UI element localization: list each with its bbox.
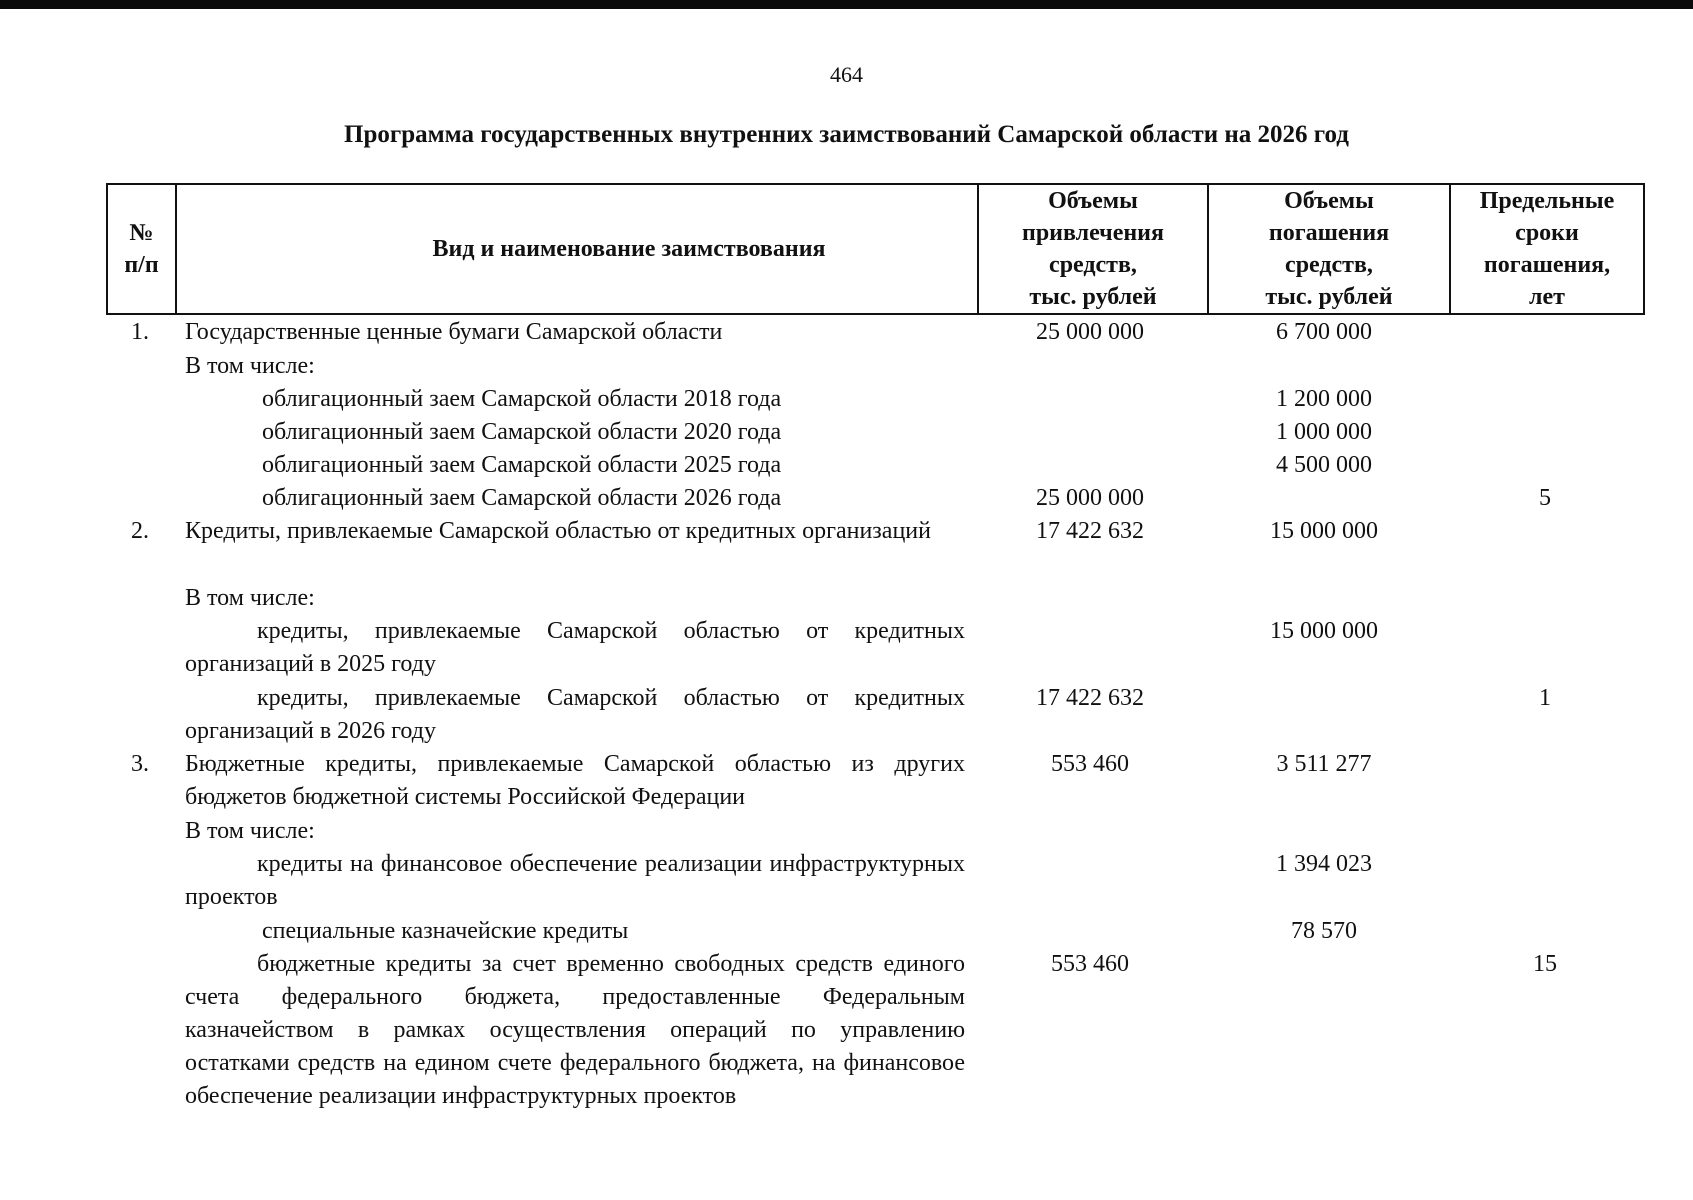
header-attract xyxy=(979,185,1207,313)
header-repay xyxy=(1209,185,1449,313)
header-num-line: п/п xyxy=(124,252,159,278)
header-term-line: сроки xyxy=(1515,220,1579,246)
row-attract: 17 422 632 xyxy=(1036,518,1144,544)
row-name: специальные казначейские кредиты xyxy=(262,918,629,944)
header-attract-line: тыс. рублей xyxy=(1029,284,1157,310)
header-term xyxy=(1451,185,1643,313)
header-repay-line: погашения xyxy=(1268,220,1390,246)
row-repay: 6 700 000 xyxy=(1276,319,1372,345)
row-repay: 78 570 xyxy=(1291,918,1357,944)
row-repay: 15 000 000 xyxy=(1270,518,1378,544)
row-attract: 17 422 632 xyxy=(1036,685,1144,711)
row-num: 1. xyxy=(131,319,149,345)
header-repay-line: тыс. рублей xyxy=(1265,284,1393,310)
row-name: Кредиты, привлекаемые Самарской областью от кредитных организаций xyxy=(185,518,931,544)
row-name: облигационный заем Самарской области 2020 года xyxy=(262,419,782,445)
header-term-line: погашения, xyxy=(1483,252,1611,278)
header-repay-line: Объемы xyxy=(1284,188,1374,214)
row-name: облигационный заем Самарской области 2026 года xyxy=(262,485,782,511)
row-num: 2. xyxy=(131,518,149,544)
row-repay: 1 000 000 xyxy=(1276,419,1372,445)
row-repay: 15 000 000 xyxy=(1270,618,1378,644)
row-attract: 25 000 000 xyxy=(1036,319,1144,345)
header-num xyxy=(108,185,175,313)
row-name: В том числе: xyxy=(185,818,315,844)
row-attract: 25 000 000 xyxy=(1036,485,1144,511)
header-attract-line: привлечения xyxy=(1022,220,1164,246)
row-num: 3. xyxy=(131,751,149,777)
row-term: 15 xyxy=(1533,951,1557,977)
row-repay: 4 500 000 xyxy=(1276,452,1372,478)
row-repay: 3 511 277 xyxy=(1276,751,1372,777)
row-name: Государственные ценные бумаги Самарской области xyxy=(185,319,723,345)
row-name: облигационный заем Самарской области 2018 года xyxy=(262,386,782,412)
row-name: кредиты на финансовое обеспечение реализации инфраструктурных проектов xyxy=(185,851,965,910)
row-attract: 553 460 xyxy=(1051,951,1129,977)
row-name: бюджетные кредиты за счет временно свободных средств единого счета федерального бюджета, предоставленные Федеральным казначейством в рамках осуществления операций по управлению остатками средств на едином счете федерального бюджета, на финансовое обеспечение реализации инфраструктурных проектов xyxy=(185,951,965,1109)
row-name: В том числе: xyxy=(185,585,315,611)
header-repay-line: средств, xyxy=(1285,252,1373,278)
header-name-label: Вид и наименование заимствования xyxy=(432,236,826,262)
document-title: Программа государственных внутренних заимствований Самарской области на 2026 год xyxy=(344,121,1349,148)
header-term-line: лет xyxy=(1529,284,1565,310)
row-name: кредиты, привлекаемые Самарской областью от кредитных организаций в 2026 году xyxy=(185,685,965,744)
header-attract-line: средств, xyxy=(1049,252,1137,278)
header-name xyxy=(177,185,1081,313)
row-name: облигационный заем Самарской области 2025 года xyxy=(262,452,782,478)
header-attract-line: Объемы xyxy=(1048,188,1138,214)
row-term: 5 xyxy=(1539,485,1551,511)
top-border-line xyxy=(0,0,1693,9)
row-name: В том числе: xyxy=(185,353,315,379)
page-number: 464 xyxy=(830,62,863,87)
row-attract: 553 460 xyxy=(1051,751,1129,777)
row-name: Бюджетные кредиты, привлекаемые Самарской областью из других бюджетов бюджетной системы Российской Федерации xyxy=(185,751,965,810)
header-term-line: Предельные xyxy=(1479,188,1615,214)
row-repay: 1 200 000 xyxy=(1276,386,1372,412)
table-header xyxy=(106,183,1645,315)
row-name: кредиты, привлекаемые Самарской областью от кредитных организаций в 2025 году xyxy=(185,618,965,677)
row-repay: 1 394 023 xyxy=(1276,851,1372,877)
row-term: 1 xyxy=(1539,685,1551,711)
header-num-line: № xyxy=(129,220,154,246)
